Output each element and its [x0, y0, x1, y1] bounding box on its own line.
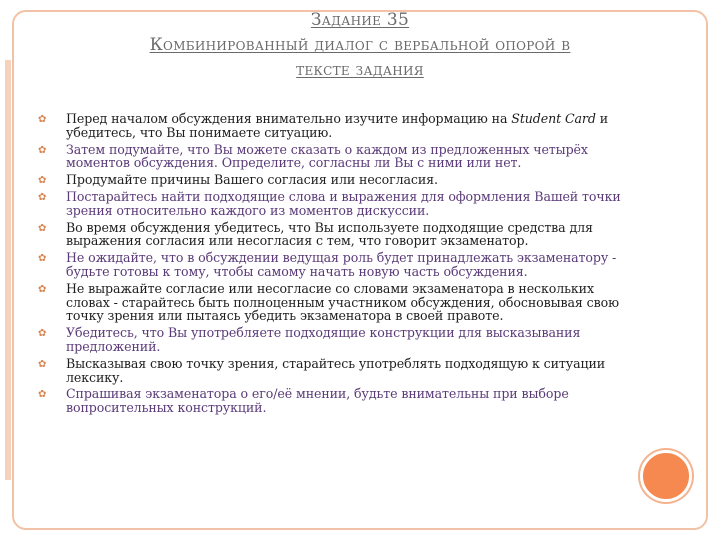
title-line-3: тексте задания [296, 60, 424, 80]
list-item [36, 190, 624, 218]
item-text: Затем подумайте, что Вы можете сказать о каждом из предложенных четырёх моментов обсуждения. Определите, согласны ли Вы с ними или нет. [66, 141, 588, 171]
list-item [36, 143, 624, 171]
diamond-bullet-icon: ✿ [38, 389, 47, 401]
item-text: Продумайте причины Вашего согласия или несогласия. [66, 172, 438, 188]
title-line-1: Задание 35 [310, 10, 410, 30]
diamond-bullet-icon: ✿ [38, 283, 47, 295]
diamond-bullet-icon: ✿ [38, 144, 47, 156]
decorative-side-bar [5, 60, 11, 480]
item-text: Во время обсуждения убедитесь, что Вы используете подходящие средства для выражения согласия или несогласия с тем, что говорит экзаменатор. [66, 219, 593, 249]
diamond-bullet-icon: ✿ [38, 358, 47, 370]
item-text: Постарайтесь найти подходящие слова и выражения для оформления Вашей точки зрения относительно каждого из моментов дискуссии. [66, 188, 621, 218]
item-text: Перед началом обсуждения внимательно изучите информацию на [66, 111, 512, 126]
list-item [36, 251, 624, 279]
decorative-orange-circle [640, 450, 692, 502]
list-item [36, 282, 624, 323]
item-text: Не выражайте согласие или несогласие со словами экзаменатора в нескольких словах - старайтесь быть полноценным участником обсуждения, обосновывая свою точку зрения или пытаясь убедить экзаменатора в своей правоте. [66, 280, 619, 324]
diamond-bullet-icon: ✿ [38, 253, 47, 265]
item-text: Убедитесь, что Вы употребляете подходящие конструкции для высказывания предложений. [66, 325, 581, 354]
item-text-tail: и убедитесь, что Вы понимаете ситуацию. [66, 111, 609, 140]
list-item [36, 326, 624, 354]
diamond-bullet-icon: ✿ [38, 222, 47, 234]
diamond-bullet-icon: ✿ [38, 175, 47, 187]
list-item [36, 112, 624, 140]
item-emphasis: Student Card [511, 111, 596, 126]
list-item [36, 357, 624, 385]
item-text: Высказывая свою точку зрения, старайтесь употреблять подходящую к ситуации лексику. [66, 355, 606, 385]
item-text: Спрашивая экзаменатора о его/её мнении, будьте внимательны при выборе вопросительных конструкций. [66, 386, 569, 416]
slide-title [40, 8, 680, 83]
diamond-bullet-icon: ✿ [38, 191, 47, 203]
item-text: Не ожидайте, что в обсуждении ведущая роль будет принадлежать экзаменатору - будьте готовы к тому, чтобы самому начать новую часть обсуждения. [66, 250, 617, 279]
diamond-bullet-icon: ✿ [38, 328, 47, 340]
list-item [36, 387, 624, 415]
instruction-list [36, 112, 624, 418]
list-item [36, 221, 624, 249]
diamond-bullet-icon: ✿ [38, 114, 47, 125]
title-line-2: Комбинированный диалог с вербальной опорой в [149, 35, 571, 55]
list-item [36, 173, 624, 187]
